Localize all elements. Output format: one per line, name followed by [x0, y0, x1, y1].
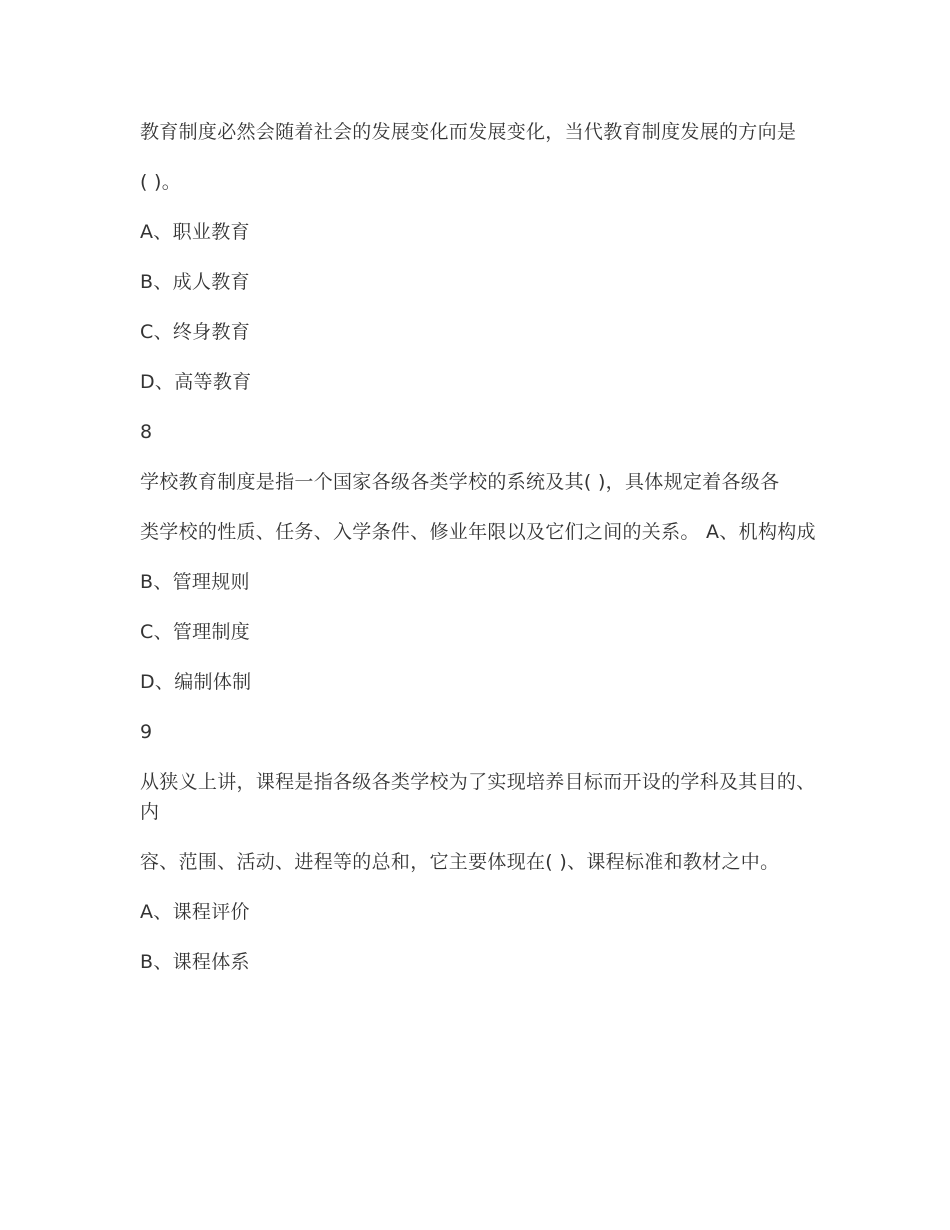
question-9-stem-line-2: 容、范围、活动、进程等的总和，它主要体现在( )、课程标准和教材之中。 [140, 851, 780, 873]
question-8-option-c: C、管理制度 [140, 621, 251, 643]
question-7-stem-line-2: ( )。 [140, 171, 182, 193]
question-8-option-b: B、管理规则 [140, 571, 250, 593]
question-8-number: 8 [140, 421, 153, 443]
question-9-number: 9 [140, 721, 153, 743]
question-8-stem-line-2: 类学校的性质、任务、入学条件、修业年限以及它们之间的关系。 A、机构构成 [140, 521, 816, 543]
question-7-option-c: C、终身教育 [140, 321, 251, 343]
question-7-option-b: B、成人教育 [140, 271, 250, 293]
question-9-option-b: B、课程体系 [140, 951, 250, 973]
question-7-option-d: D、高等教育 [140, 371, 252, 393]
question-9-stem-line-1: 从狭义上讲，课程是指各级各类学校为了实现培养目标而开设的学科及其目的、内 [140, 771, 816, 823]
question-8-stem-line-1: 学校教育制度是指一个国家各级各类学校的系统及其( )，具体规定着各级各 [140, 471, 780, 493]
question-7-stem-line-1: 教育制度必然会随着社会的发展变化而发展变化，当代教育制度发展的方向是 [140, 121, 797, 143]
document-body [140, 117, 816, 997]
question-7-option-a: A、职业教育 [140, 221, 250, 243]
question-9-option-a: A、课程评价 [140, 901, 250, 923]
question-8-option-d: D、编制体制 [140, 671, 252, 693]
